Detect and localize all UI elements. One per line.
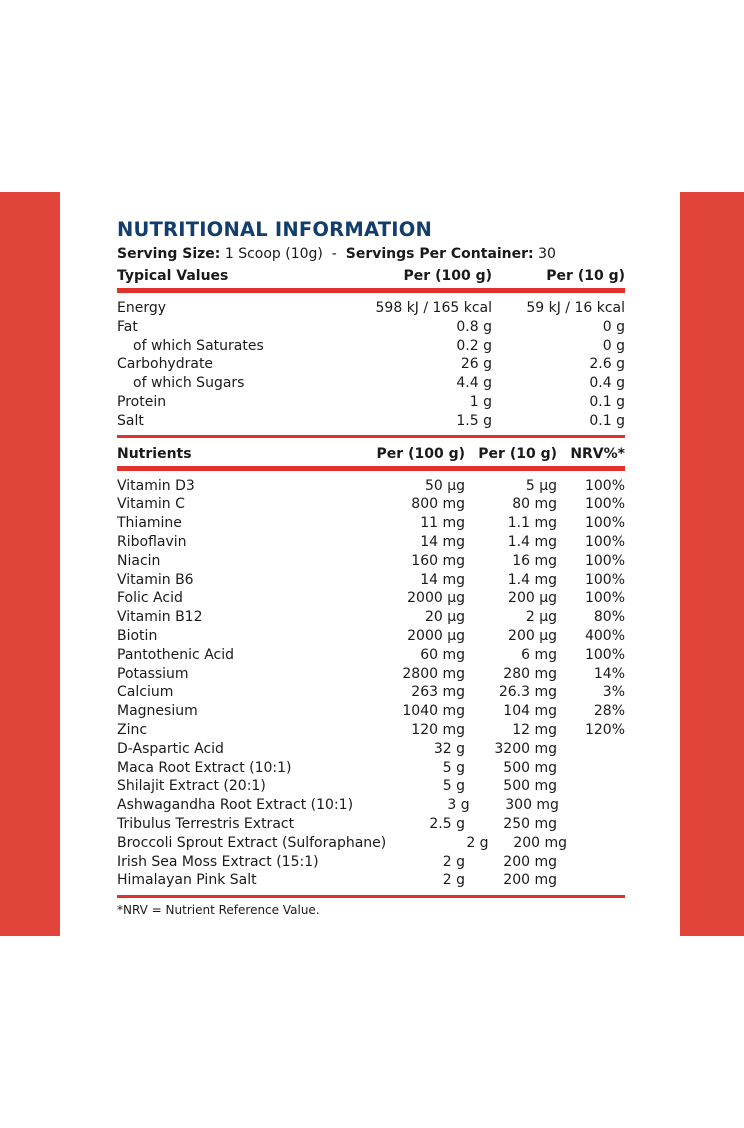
nutrient-name: Pantothenic Acid: [117, 646, 235, 663]
nutrient-name: Biotin: [117, 627, 158, 644]
value-per-100g: 11 mg: [420, 515, 465, 532]
value-per-100g: 2 g: [442, 872, 465, 889]
value-per-100g: 20 µg: [424, 609, 465, 626]
value-per-100g: 14 mg: [420, 533, 465, 550]
table-row: [117, 759, 625, 778]
value-per-100g: 598 kJ / 165 kcal: [375, 300, 492, 316]
column-header: Per (100 g): [376, 445, 465, 462]
typical-values-table: [117, 299, 625, 431]
value-per-10g: 0 g: [602, 318, 625, 335]
value-per-100g: 5 g: [442, 759, 465, 776]
nutrient-name: Calcium: [117, 684, 174, 701]
table-row: [117, 646, 625, 665]
value-per-100g: 1040 mg: [402, 703, 465, 720]
nutrient-name: Broccoli Sprout Extract (Sulforaphane): [117, 834, 387, 851]
table-row: [117, 853, 625, 872]
value-per-10g: 1.4 mg: [507, 571, 557, 588]
nrv-percent: 100%: [584, 533, 625, 550]
value-per-100g: 3 g: [447, 797, 470, 814]
nrv-percent: 100%: [584, 515, 625, 532]
value-per-10g: 0.1 g: [589, 412, 625, 429]
nrv-percent: 100%: [584, 552, 625, 569]
nrv-percent: [559, 796, 625, 815]
value-per-10g: 2 µg: [525, 609, 557, 626]
nutrients-header: [117, 443, 625, 465]
right-red-band: [680, 192, 744, 936]
table-row: [117, 552, 625, 571]
value-per-10g: 200 mg: [503, 872, 557, 889]
nutrient-name: D-Aspartic Acid: [117, 740, 224, 757]
value-per-10g: 5 µg: [525, 477, 557, 494]
table-row: [117, 477, 625, 496]
table-row: [117, 796, 625, 815]
table-row: [117, 299, 625, 318]
value-per-10g: 500 mg: [503, 759, 557, 776]
table-row: [117, 777, 625, 796]
value-per-10g: 0.4 g: [589, 375, 625, 392]
value-per-100g: 1 g: [469, 393, 492, 410]
divider: [117, 895, 625, 898]
value-per-100g: 2 g: [466, 834, 489, 851]
table-row: [117, 815, 625, 834]
column-header: Typical Values: [117, 268, 229, 284]
nrv-percent: 400%: [584, 627, 625, 644]
column-header: Per (10 g): [478, 445, 557, 462]
nutrient-name: Vitamin C: [117, 496, 185, 513]
value-per-10g: 2.6 g: [589, 356, 625, 373]
table-row: [117, 318, 625, 337]
value-per-100g: 26 g: [460, 356, 492, 373]
servings-per-container-label: Servings Per Container:: [345, 246, 534, 262]
divider: [117, 435, 625, 438]
value-per-100g: 32 g: [433, 740, 465, 757]
value-per-10g: 1.4 mg: [507, 533, 557, 550]
nutrient-name: Protein: [117, 393, 167, 410]
serving-size-value: 1 Scoop (10g) -: [220, 246, 346, 262]
table-row: [117, 355, 625, 374]
servings-per-container-value: 30: [533, 246, 556, 262]
value-per-10g: 200 µg: [508, 627, 557, 644]
nutrient-name: Zinc: [117, 721, 148, 738]
column-header: NRV%*: [570, 445, 625, 462]
nutrient-name: Tribulus Terrestris Extract: [117, 815, 295, 832]
value-per-100g: 2000 µg: [407, 627, 465, 644]
nutrient-name: Vitamin B6: [117, 571, 194, 588]
value-per-10g: 200 mg: [513, 834, 568, 851]
value-per-100g: 120 mg: [411, 721, 465, 738]
table-row: [117, 589, 625, 608]
nrv-percent: 80%: [593, 609, 625, 626]
value-per-100g: 0.2 g: [456, 337, 492, 354]
value-per-100g: 2000 µg: [407, 590, 465, 607]
column-header: Nutrients: [117, 445, 192, 462]
divider: [117, 288, 625, 293]
table-row: [117, 571, 625, 590]
nutrient-name: Niacin: [117, 552, 161, 569]
nutrients-table: [117, 477, 625, 891]
nrv-percent: [557, 740, 625, 759]
table-row: [117, 374, 625, 393]
nrv-percent: [567, 834, 625, 853]
footnote: *NRV = Nutrient Reference Value.: [117, 903, 320, 918]
table-row: [117, 514, 625, 533]
value-per-10g: 200 µg: [508, 590, 557, 607]
value-per-10g: 6 mg: [521, 646, 557, 663]
value-per-100g: 4.4 g: [456, 375, 492, 392]
value-per-10g: 104 mg: [503, 703, 557, 720]
value-per-10g: 0 g: [602, 337, 625, 354]
table-row: [117, 740, 625, 759]
nutrient-name: Potassium: [117, 665, 189, 682]
nutrient-name: Folic Acid: [117, 590, 183, 607]
table-row: [117, 702, 625, 721]
page-title: NUTRITIONAL INFORMATION: [117, 218, 433, 241]
value-per-100g: 2.5 g: [429, 815, 465, 832]
value-per-10g: 300 mg: [505, 797, 559, 814]
nrv-percent: 100%: [584, 496, 625, 513]
value-per-10g: 59 kJ / 16 kcal: [526, 300, 625, 316]
value-per-100g: 50 µg: [424, 477, 465, 494]
value-per-10g: 80 mg: [512, 496, 557, 513]
table-row: [117, 533, 625, 552]
nutrient-name: Thiamine: [117, 515, 182, 532]
nutrient-name: of which Saturates: [133, 337, 264, 354]
table-row: [117, 393, 625, 412]
nutrient-name: Riboflavin: [117, 533, 187, 550]
serving-size-label: Serving Size:: [117, 246, 221, 262]
nutrient-name: Fat: [117, 318, 138, 335]
value-per-10g: 280 mg: [503, 665, 557, 682]
value-per-10g: 1.1 mg: [507, 515, 557, 532]
nutrient-name: of which Sugars: [133, 375, 245, 392]
nutrient-name: Vitamin B12: [117, 609, 203, 626]
nutrient-name: Salt: [117, 412, 144, 429]
nutrient-name: Shilajit Extract (20:1): [117, 778, 266, 795]
table-row: [117, 683, 625, 702]
table-row: [117, 721, 625, 740]
table-row: [117, 608, 625, 627]
column-header: Per (10 g): [546, 268, 625, 284]
nrv-percent: 100%: [584, 646, 625, 663]
table-row: [117, 337, 625, 356]
nrv-percent: [557, 815, 625, 834]
typical-values-header: [117, 265, 625, 287]
value-per-10g: 200 mg: [503, 853, 557, 870]
table-row: [117, 665, 625, 684]
nutrient-name: Vitamin D3: [117, 477, 195, 494]
nrv-percent: 14%: [593, 665, 625, 682]
table-row: [117, 495, 625, 514]
nrv-percent: [557, 853, 625, 872]
value-per-100g: 5 g: [442, 778, 465, 795]
nrv-percent: 3%: [602, 684, 625, 701]
table-row: [117, 627, 625, 646]
nutrient-name: Ashwagandha Root Extract (10:1): [117, 797, 354, 814]
divider: [117, 466, 625, 471]
value-per-10g: 0.1 g: [589, 393, 625, 410]
value-per-100g: 2 g: [442, 853, 465, 870]
value-per-10g: 3200 mg: [494, 740, 557, 757]
nrv-percent: 100%: [584, 571, 625, 588]
value-per-100g: 160 mg: [411, 552, 465, 569]
nutrient-name: Magnesium: [117, 703, 198, 720]
serving-info: [117, 243, 625, 265]
nrv-percent: [557, 759, 625, 778]
nrv-percent: 28%: [593, 703, 625, 720]
value-per-10g: 26.3 mg: [498, 684, 557, 701]
value-per-100g: 263 mg: [411, 684, 465, 701]
nutrient-name: Carbohydrate: [117, 356, 214, 373]
column-header: Per (100 g): [403, 268, 492, 284]
nutrient-name: Energy: [117, 300, 167, 316]
nutrition-panel: [117, 218, 625, 918]
nutrient-name: Himalayan Pink Salt: [117, 872, 257, 889]
nutrient-name: Maca Root Extract (10:1): [117, 759, 292, 776]
value-per-10g: 12 mg: [512, 721, 557, 738]
nutrient-name: Irish Sea Moss Extract (15:1): [117, 853, 319, 870]
nrv-percent: [557, 777, 625, 796]
value-per-10g: 250 mg: [503, 815, 557, 832]
nrv-percent: 120%: [584, 721, 625, 738]
value-per-100g: 1.5 g: [456, 412, 492, 429]
value-per-100g: 800 mg: [411, 496, 465, 513]
table-row: [117, 871, 625, 890]
value-per-100g: 2800 mg: [402, 665, 465, 682]
nrv-percent: 100%: [584, 590, 625, 607]
value-per-10g: 500 mg: [503, 778, 557, 795]
value-per-100g: 60 mg: [420, 646, 465, 663]
nrv-percent: [557, 871, 625, 890]
left-red-band: [0, 192, 60, 936]
value-per-10g: 16 mg: [512, 552, 557, 569]
nrv-percent: 100%: [584, 477, 625, 494]
value-per-100g: 14 mg: [420, 571, 465, 588]
table-row: [117, 834, 625, 853]
value-per-100g: 0.8 g: [456, 318, 492, 335]
table-row: [117, 412, 625, 431]
